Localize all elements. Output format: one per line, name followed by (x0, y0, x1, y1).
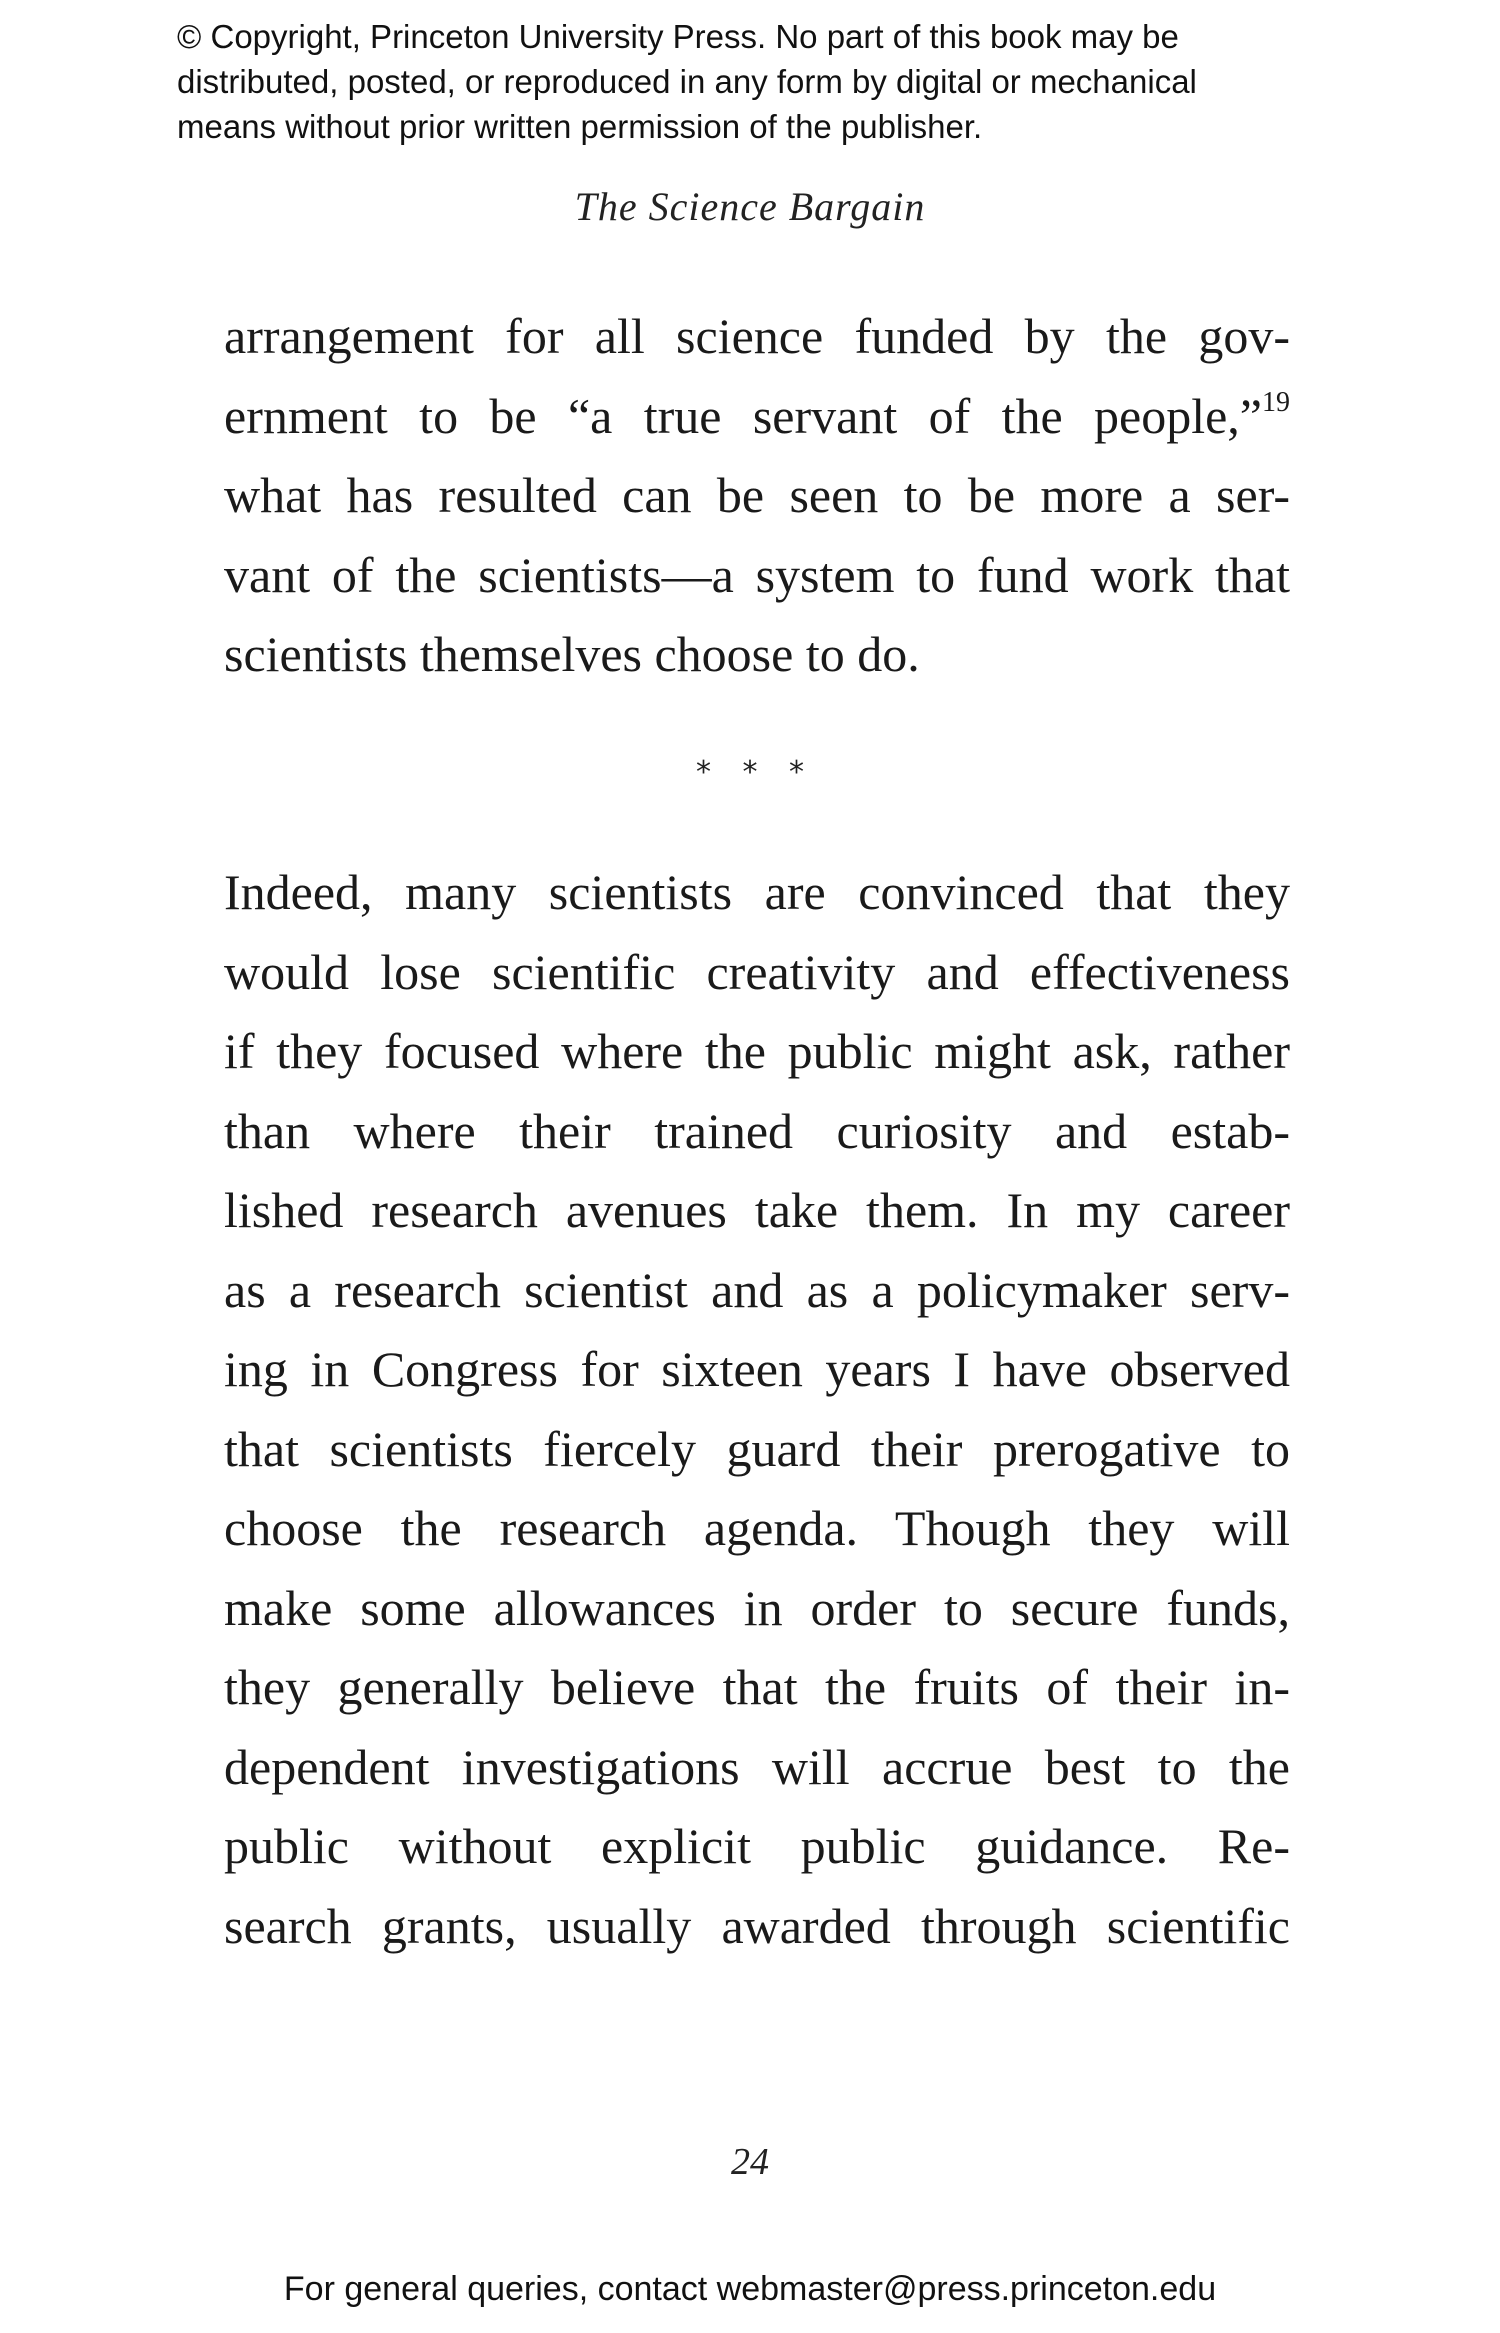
text-line: public without explicit public guidance. Re- (224, 1818, 1290, 1874)
text-line: dependent investigations will accrue best to the (224, 1738, 1290, 1795)
text-line: scientists themselves choose to do. (224, 626, 920, 682)
text-line: as a research scientist and as a policymaker serv- (224, 1261, 1290, 1318)
contact-footer: For general queries, contact webmaster@press.princeton.edu (283, 2270, 1217, 2308)
copyright-notice (177, 14, 1357, 149)
text-line: choose the research agenda. Though they will (224, 1500, 1290, 1556)
text-line: arrangement for all science funded by the gov- (224, 308, 1290, 364)
copyright-line: means without prior written permission of the publisher. (177, 108, 983, 145)
text-line: if they focused where the public might ask, rather (224, 1023, 1290, 1079)
paragraph-1 (224, 297, 1290, 695)
text-line-content: ernment to be “a true servant of the people,” (224, 387, 1262, 444)
paragraph-2 (224, 853, 1290, 1966)
text-line: make some allowances in order to secure funds, (224, 1579, 1290, 1636)
text-line: than where their trained curiosity and estab- (224, 1102, 1290, 1159)
text-line: what has resulted can be seen to be more a ser- (224, 467, 1290, 523)
copyright-line: © Copyright, Princeton University Press. No part of this book may be (177, 18, 1179, 55)
text-line: that scientists fiercely guard their prerogative to (224, 1420, 1290, 1477)
text-line: they generally believe that the fruits of their in- (224, 1659, 1290, 1715)
running-head: The Science Bargain (574, 184, 926, 229)
copyright-line: distributed, posted, or reproduced in any form by digital or mechanical (177, 63, 1197, 100)
text-line: would lose scientific creativity and effectiveness (224, 943, 1290, 1000)
footnote-ref[interactable]: 19 (1262, 386, 1290, 418)
section-break: * * * (695, 755, 805, 790)
text-line: vant of the scientists—a system to fund work that (224, 546, 1290, 603)
page-number: 24 (731, 2141, 769, 2183)
text-line: Indeed, many scientists are convinced that they (224, 864, 1290, 920)
text-line (224, 377, 1290, 457)
text-line: ing in Congress for sixteen years I have observed (224, 1341, 1290, 1397)
text-line: lished research avenues take them. In my career (224, 1182, 1290, 1238)
text-line: search grants, usually awarded through scientific (224, 1897, 1290, 1954)
